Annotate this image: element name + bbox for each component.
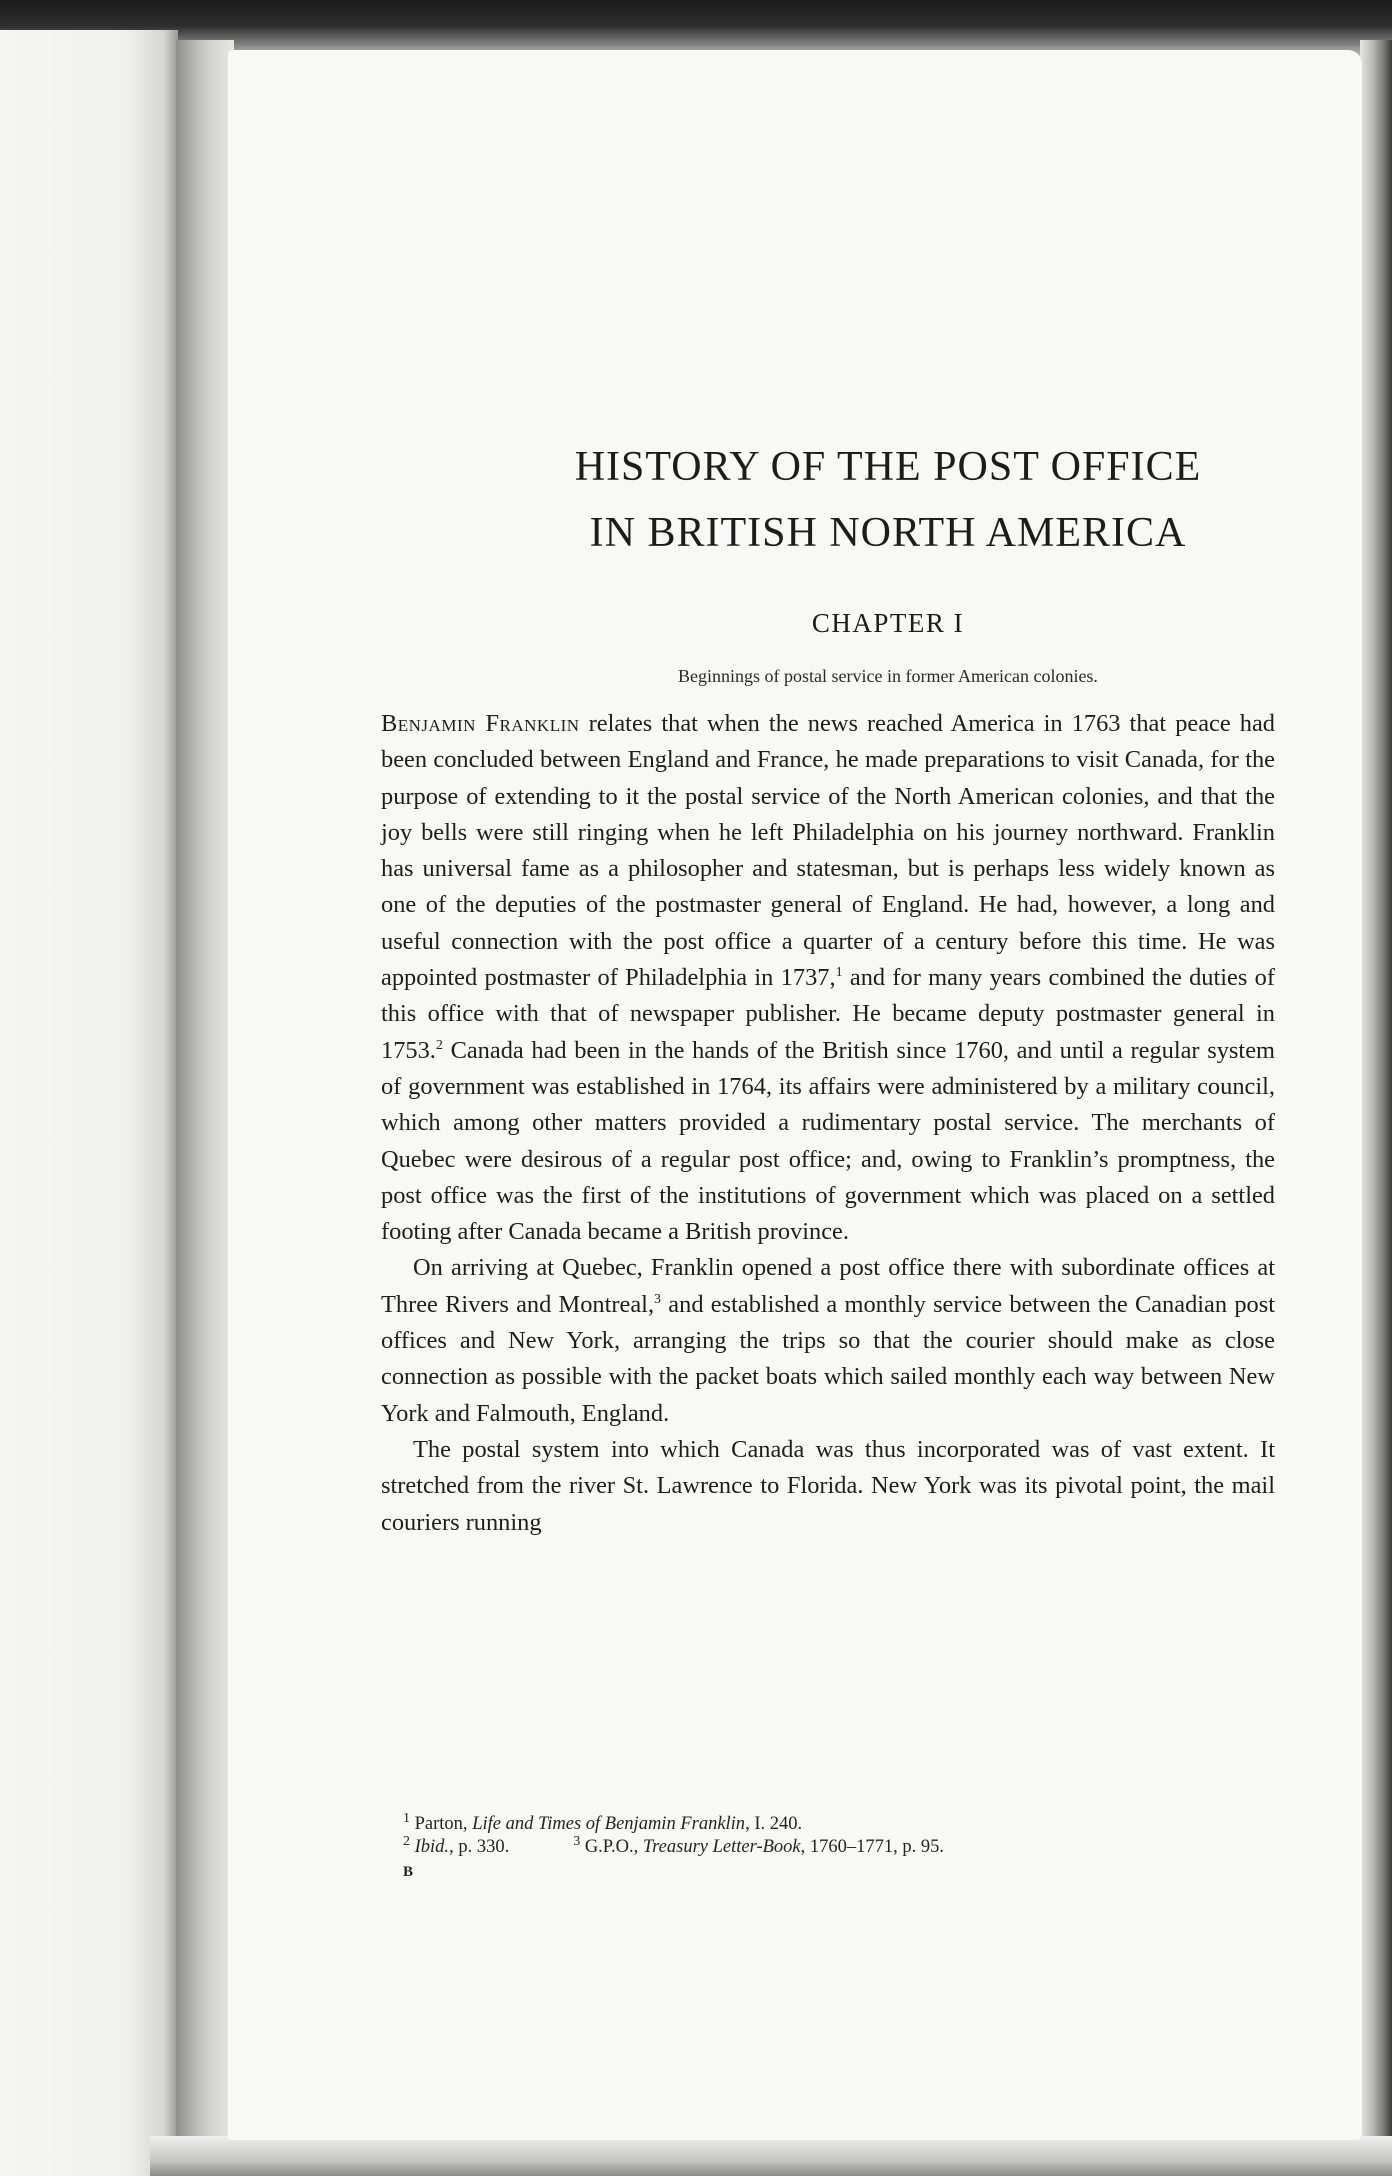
- footnote-1-number: 1: [403, 1810, 410, 1826]
- footnote-3-title: Treasury Letter-Book: [642, 1837, 801, 1857]
- footnote-2-ibid: Ibid.: [414, 1837, 450, 1857]
- paragraph-2-text-a: On arriving at Quebec, Franklin opened a post office there with subordinate offices at Three Rivers and Montreal,: [381, 1254, 1275, 1318]
- paragraph-2: [381, 1250, 1275, 1431]
- page-stack-edge: [1360, 40, 1392, 2176]
- paragraph-1-text-c: Canada had been in the hands of the British since 1760, and until a regular system of government was established in 1764, its affairs were administered by a military council, which among other matters provided a rudimentary postal service. The merchants of Quebec were desirous of a regular post office; and, owing to Franklin’s promptness, the post office was the first of the institutions of government which was placed on a settled footing after Canada became a British province.: [381, 1036, 1275, 1246]
- footnote-ref-2: 2: [435, 1037, 443, 1053]
- footnote-1-author: Parton,: [414, 1814, 473, 1834]
- book-page: [228, 50, 1362, 2140]
- body-text: [381, 706, 1275, 1541]
- chapter-heading: CHAPTER I: [811, 608, 965, 638]
- footnote-3-ref: , 1760–1771, p. 95.: [800, 1837, 945, 1857]
- lead-name: Benjamin Franklin: [381, 710, 580, 737]
- footnote-1-title: Life and Times of Benjamin Franklin: [472, 1814, 746, 1834]
- book-title-line-1: HISTORY OF THE POST OFFICE: [574, 444, 1202, 490]
- footnote-ref-3: 3: [654, 1291, 662, 1307]
- book-title-line-2: IN BRITISH NORTH AMERICA: [589, 510, 1187, 556]
- book-title: [443, 434, 1333, 566]
- paragraph-1-text-a: relates that when the news reached America in 1763 that peace had been concluded between England and France, he made preparations to visit Canada, for the purpose of extending to it the postal service of the North American colonies, and that the joy bells were still ringing when he left Philadelphia on his journey northward. Franklin has universal fame as a philosopher and statesman, but is perhaps less widely known as one of the deputies of the postmaster general of England. He had, however, a long and useful connection with the post office a quarter of a century before this time. He was appointed postmaster of Philadelphia in 1737,: [381, 710, 1276, 992]
- chapter-summary: Beginnings of postal service in former American colonies.: [678, 666, 1098, 686]
- footnote-2-3: [403, 1833, 1263, 1859]
- footnote-1-ref: , I. 240.: [745, 1814, 803, 1834]
- facing-left-page: [0, 30, 178, 2176]
- book-bottom-edge: [150, 2136, 1392, 2176]
- footnote-2-ref: , p. 330.: [449, 1837, 510, 1857]
- book-gutter-shadow: [176, 40, 234, 2176]
- footnote-3-number: 3: [573, 1833, 581, 1849]
- paragraph-1: [381, 706, 1275, 1250]
- paragraph-3: [381, 1432, 1275, 1541]
- paragraph-3-text: The postal system into which Canada was thus incorporated was of vast extent. It stretched from the river St. Lawrence to Florida. New York was its pivotal point, the mail couriers running: [381, 1435, 1275, 1536]
- signature-mark: B: [403, 1864, 414, 1880]
- footnote-1: [403, 1810, 1263, 1836]
- footnote-2-number: 2: [403, 1833, 410, 1849]
- paragraph-1-text-b: and for many years combined the duties of this office with that of newspaper publisher. He became deputy postmaster general in 1753.: [381, 964, 1275, 1064]
- footnote-3-source: G.P.O.,: [584, 1837, 643, 1857]
- paragraph-2-text-b: and established a monthly service between the Canadian post offices and New York, arranging the trips so that the courier should make as close connection as possible with the packet boats which sailed monthly each way between New York and Falmouth, England.: [381, 1290, 1275, 1427]
- footnotes: [403, 1810, 1263, 1884]
- footnote-ref-1: 1: [835, 964, 843, 980]
